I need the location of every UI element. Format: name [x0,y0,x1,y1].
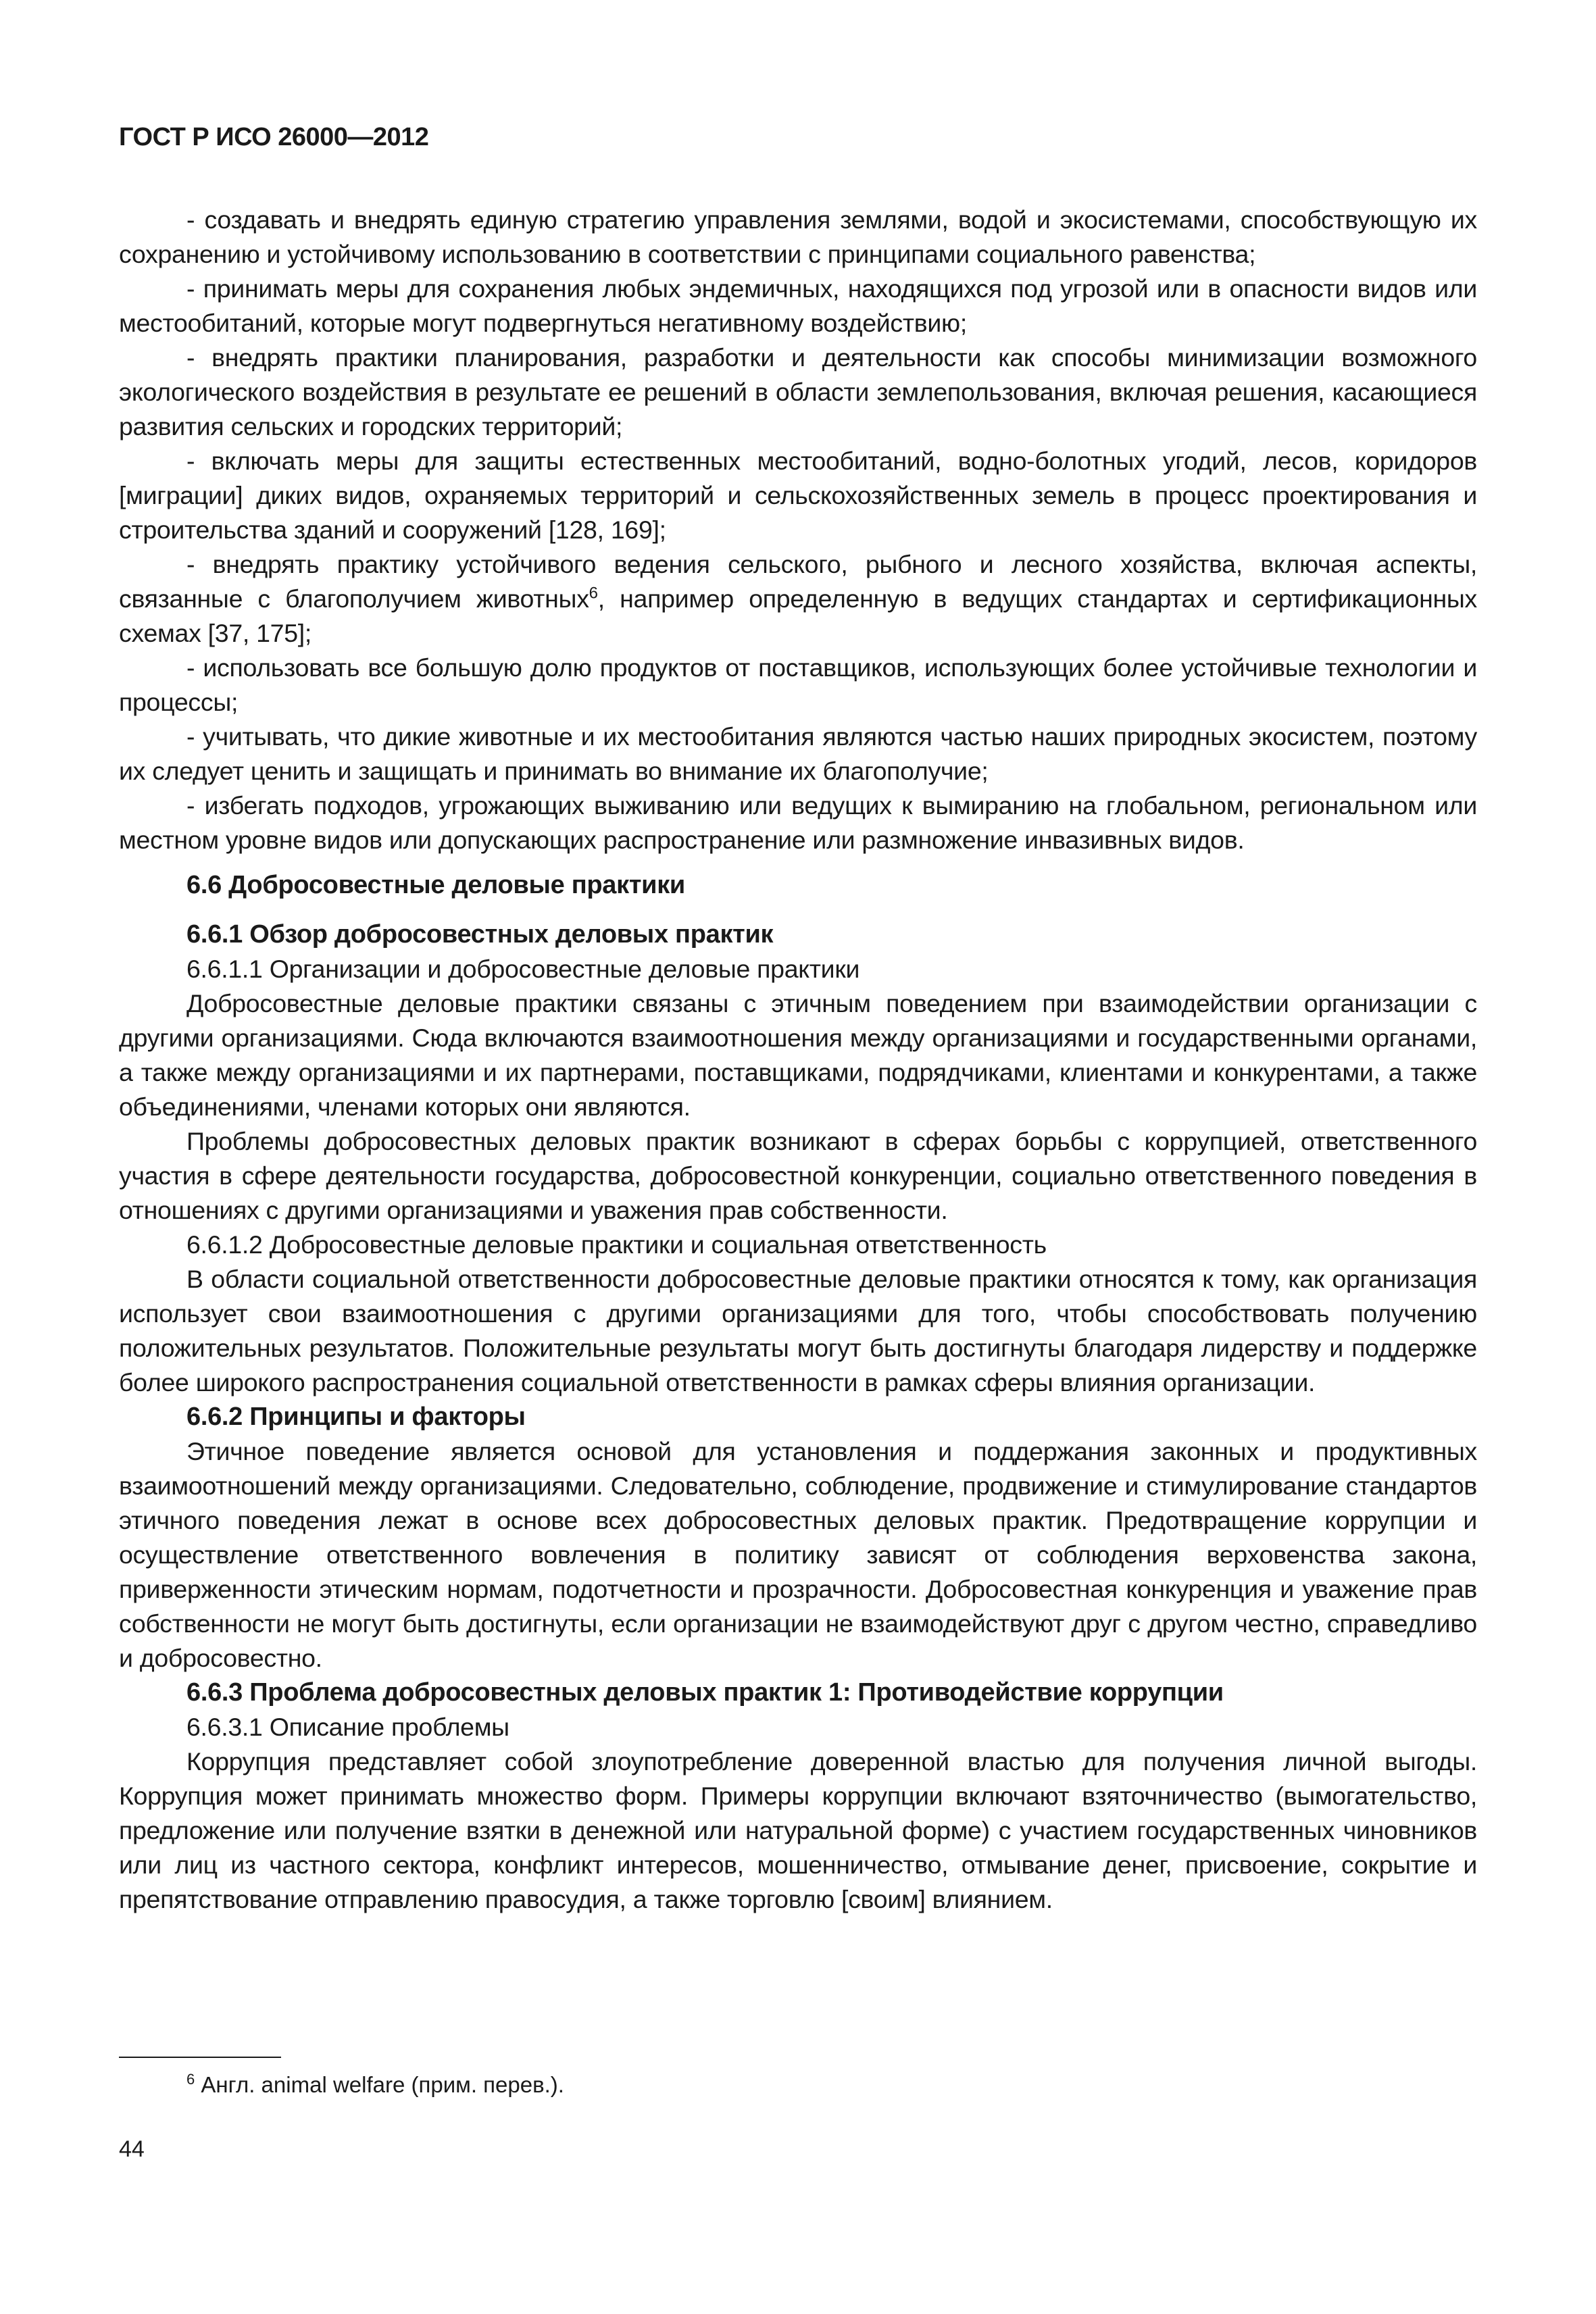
list-item: - включать меры для защиты естественных местообитаний, водно-болотных угодий, лесов, коридоров [миграции] диких видов, охраняемых территорий и сельскохозяйственных земель в процесс проектирования и строительства зданий и сооружений [128, 169]; [119,447,1477,544]
subsection-heading: 6.6.1 Обзор добросовестных деловых практик [186,920,774,949]
document-body [119,203,1477,1917]
footnote-number: 6 [186,2071,195,2088]
list-item: - избегать подходов, угрожающих выживанию или ведущих к вымиранию на глобальном, региональном или местном уровне видов или допускающих распространение или размножение инвазивных видов. [119,791,1477,854]
clause-title: 6.6.1.1 Организации и добросовестные деловые практики [186,955,860,983]
paragraph: В области социальной ответственности добросовестные деловые практики относятся к тому, как организация использует свои взаимоотношения с другими организациями для того, чтобы способствовать получению положительных результатов. Положительные результаты могут быть достигнуты благодаря лидерству и поддержке более широкого распространения социальной ответственности в рамках сферы влияния организации. [119,1265,1477,1397]
list-item: - принимать меры для сохранения любых эндемичных, находящихся под угрозой или в опасности видов или местообитаний, которые могут подвергнуться негативному воздействию; [119,274,1477,337]
subsection-heading: 6.6.3 Проблема добросовестных деловых практик 1: Противодействие коррупции [186,1678,1224,1707]
clause-title: 6.6.1.2 Добросовестные деловые практики и социальная ответственность [186,1230,1047,1259]
footnote-reference: 6 [589,584,598,603]
list-item: - внедрять практики планирования, разработки и деятельности как способы минимизации возможного экологического воздействия в результате ее решений в области землепользования, включая решения, касающиеся развития сельских и городских территорий; [119,343,1477,441]
list-item [119,547,1477,651]
section-heading: 6.6 Добросовестные деловые практики [186,871,685,899]
paragraph: Проблемы добросовестных деловых практик возникают в сферах борьбы с коррупцией, ответственного участия в сфере деятельности государства, добросовестной конкуренции, социально ответственного поведения в отношениях с другими организациями и уважения прав собственности. [119,1127,1477,1224]
paragraph: Этичное поведение является основой для установления и поддержания законных и продуктивных взаимоотношений между организациями. Следовательно, соблюдение, продвижение и стимулирование стандартов этичного поведения лежат в основе всех добросовестных деловых практик. Предотвращение коррупции и осуществление ответственного вовлечения в политику зависят от соблюдения верховенства закона, приверженности этическим нормам, подотчетности и прозрачности. Добросовестная конкуренция и уважение прав собственности не могут быть достигнуты, если организации не взаимодействуют друг с другом честно, справедливо и добросовестно. [119,1437,1477,1672]
paragraph: Добросовестные деловые практики связаны с этичным поведением при взаимодействии организации с другими организациями. Сюда включаются взаимоотношения между организациями и государственными органами, а также между организациями и их партнерами, поставщиками, подрядчиками, клиентами и конкурентами, а также объединениями, членами которых они являются. [119,989,1477,1121]
list-item-text-tail: , например определенную в ведущих стандартах и сертификационных схемах [37, 175]; [119,584,1478,647]
footnote-text: Англ. animal welfare (прим. перев.). [201,2072,564,2097]
list-item-text: - внедрять практику устойчивого ведения сельского, рыбного и лесного хозяйства, включая аспекты, связанные с благополучием животных [119,550,1477,613]
footnote [186,2070,564,2100]
paragraph: Коррупция представляет собой злоупотребление доверенной властью для получения личной выгоды. Коррупция может принимать множество форм. Примеры коррупции включают взяточничество (вымогательство, предложение или получение взятки в денежной или натуральной форме) с участием государственных чиновников или лиц из частного сектора, конфликт интересов, мошенничество, отмывание денег, присвоение, сокрытие и препятствование отправлению правосудия, а также торговлю [своим] влиянием. [119,1747,1477,1913]
page-number: 44 [119,2136,145,2162]
list-item: - создавать и внедрять единую стратегию управления землями, водой и экосистемами, способствующую их сохранению и устойчивому использованию в соответствии с принципами социального равенства; [119,205,1477,268]
clause-title: 6.6.3.1 Описание проблемы [186,1713,509,1741]
list-item: - использовать все большую долю продуктов от поставщиков, использующих более устойчивые технологии и процессы; [119,653,1477,716]
document-header: ГОСТ Р ИСО 26000—2012 [119,123,429,151]
list-item: - учитывать, что дикие животные и их местообитания являются частью наших природных экосистем, поэтому их следует ценить и защищать и принимать во внимание их благополучие; [119,722,1477,785]
subsection-heading: 6.6.2 Принципы и факторы [186,1403,526,1431]
footnote-divider [119,2057,281,2058]
